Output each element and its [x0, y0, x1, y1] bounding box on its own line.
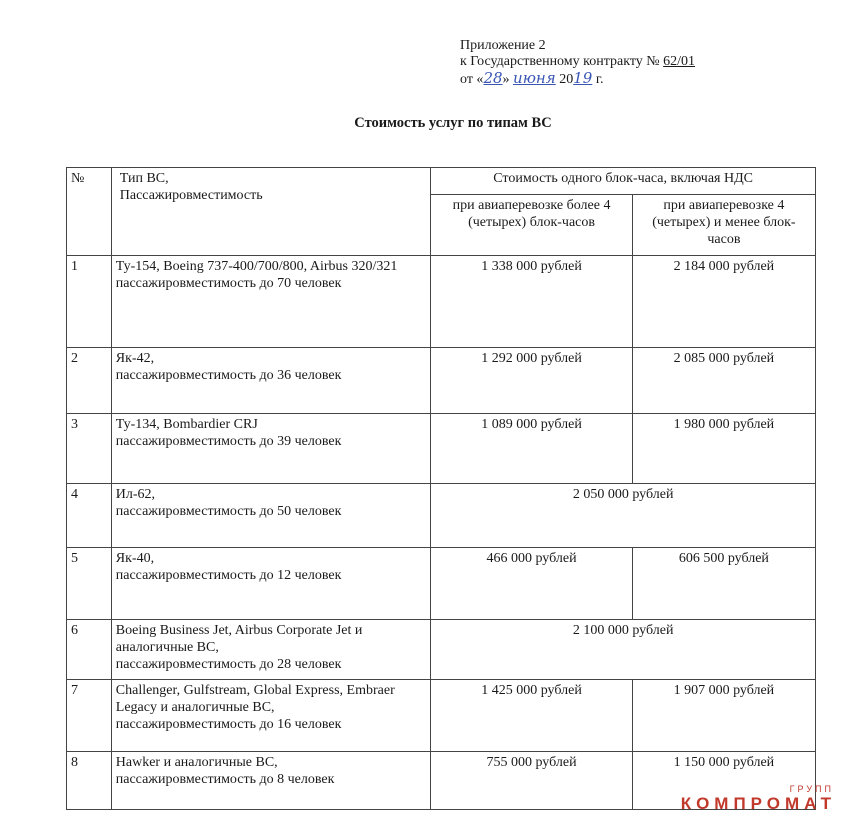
date-year-suffix: 19	[573, 69, 593, 87]
date-line	[460, 70, 695, 88]
price-over-4h: 755 000 рублей	[431, 752, 632, 810]
table-row	[67, 620, 816, 680]
price-merged: 2 050 000 рублей	[431, 484, 816, 548]
header-row	[67, 168, 816, 195]
row-number: 4	[67, 484, 112, 548]
table-row	[67, 548, 816, 620]
col-type-header: Тип ВС, Пассажировместимость	[111, 168, 431, 256]
aircraft-type: Challenger, Gulfstream, Global Express, Embraer Legacy и аналогичные ВС, пассажировместимость до 16 человек	[111, 680, 431, 752]
contract-line	[460, 54, 695, 70]
price-over-4h: 1 089 000 рублей	[431, 414, 632, 484]
contract-prefix: к Государственному контракту №	[460, 54, 664, 69]
date-year-end: г.	[592, 72, 604, 87]
table-row	[67, 484, 816, 548]
row-number: 6	[67, 620, 112, 680]
row-number: 5	[67, 548, 112, 620]
aircraft-type: Ту-134, Bombardier CRJ пассажировместимость до 39 человек	[111, 414, 431, 484]
col-num-header: №	[67, 168, 112, 256]
price-4h-or-less: 606 500 рублей	[632, 548, 815, 620]
aircraft-type: Як-42, пассажировместимость до 36 человек	[111, 348, 431, 414]
document-title: Стоимость услуг по типам ВС	[354, 115, 552, 131]
price-4h-or-less: 1 150 000 рублей	[632, 752, 815, 810]
table-row	[67, 256, 816, 348]
price-over-4h: 1 292 000 рублей	[431, 348, 632, 414]
price-4h-or-less: 2 085 000 рублей	[632, 348, 815, 414]
contract-number: 62/01	[663, 54, 696, 69]
table-row	[67, 414, 816, 484]
price-table	[66, 167, 816, 810]
date-mid: »	[502, 72, 514, 87]
watermark-logo	[681, 784, 836, 814]
price-over-4h: 466 000 рублей	[431, 548, 632, 620]
price-over-4h: 1 338 000 рублей	[431, 256, 632, 348]
date-prefix: от «	[460, 72, 484, 87]
watermark-top-text: ГРУПП	[789, 784, 834, 794]
table-row	[67, 680, 816, 752]
date-day: 28	[483, 69, 503, 87]
price-over-4h: 1 425 000 рублей	[431, 680, 632, 752]
aircraft-type: Ил-62, пассажировместимость до 50 человек	[111, 484, 431, 548]
row-number: 8	[67, 752, 112, 810]
price-4h-or-less: 2 184 000 рублей	[632, 256, 815, 348]
row-number: 1	[67, 256, 112, 348]
aircraft-type: Ту-154, Boeing 737-400/700/800, Airbus 320/321 пассажировместимость до 70 человек	[111, 256, 431, 348]
col-a-header: при авиаперевозке более 4 (четырех) блок-часов	[431, 195, 632, 256]
row-number: 3	[67, 414, 112, 484]
date-year-prefix: 20	[555, 72, 574, 87]
aircraft-type: Boeing Business Jet, Airbus Corporate Jet и аналогичные ВС, пассажировместимость до 28 человек	[111, 620, 431, 680]
col-cost-header: Стоимость одного блок-часа, включая НДС	[431, 168, 816, 195]
price-4h-or-less: 1 907 000 рублей	[632, 680, 815, 752]
price-merged: 2 100 000 рублей	[431, 620, 816, 680]
row-number: 2	[67, 348, 112, 414]
row-number: 7	[67, 680, 112, 752]
aircraft-type: Як-40, пассажировместимость до 12 человек	[111, 548, 431, 620]
appendix-header	[460, 38, 695, 88]
table-row	[67, 348, 816, 414]
date-month: июня	[513, 69, 556, 87]
watermark-main-text: КОМПРОМАТ	[680, 794, 836, 813]
price-4h-or-less: 1 980 000 рублей	[632, 414, 815, 484]
appendix-label: Приложение 2	[460, 38, 546, 53]
col-b-header: при авиаперевозке 4 (четырех) и менее блок-часов	[632, 195, 815, 256]
aircraft-type: Hawker и аналогичные ВС, пассажировместимость до 8 человек	[111, 752, 431, 810]
